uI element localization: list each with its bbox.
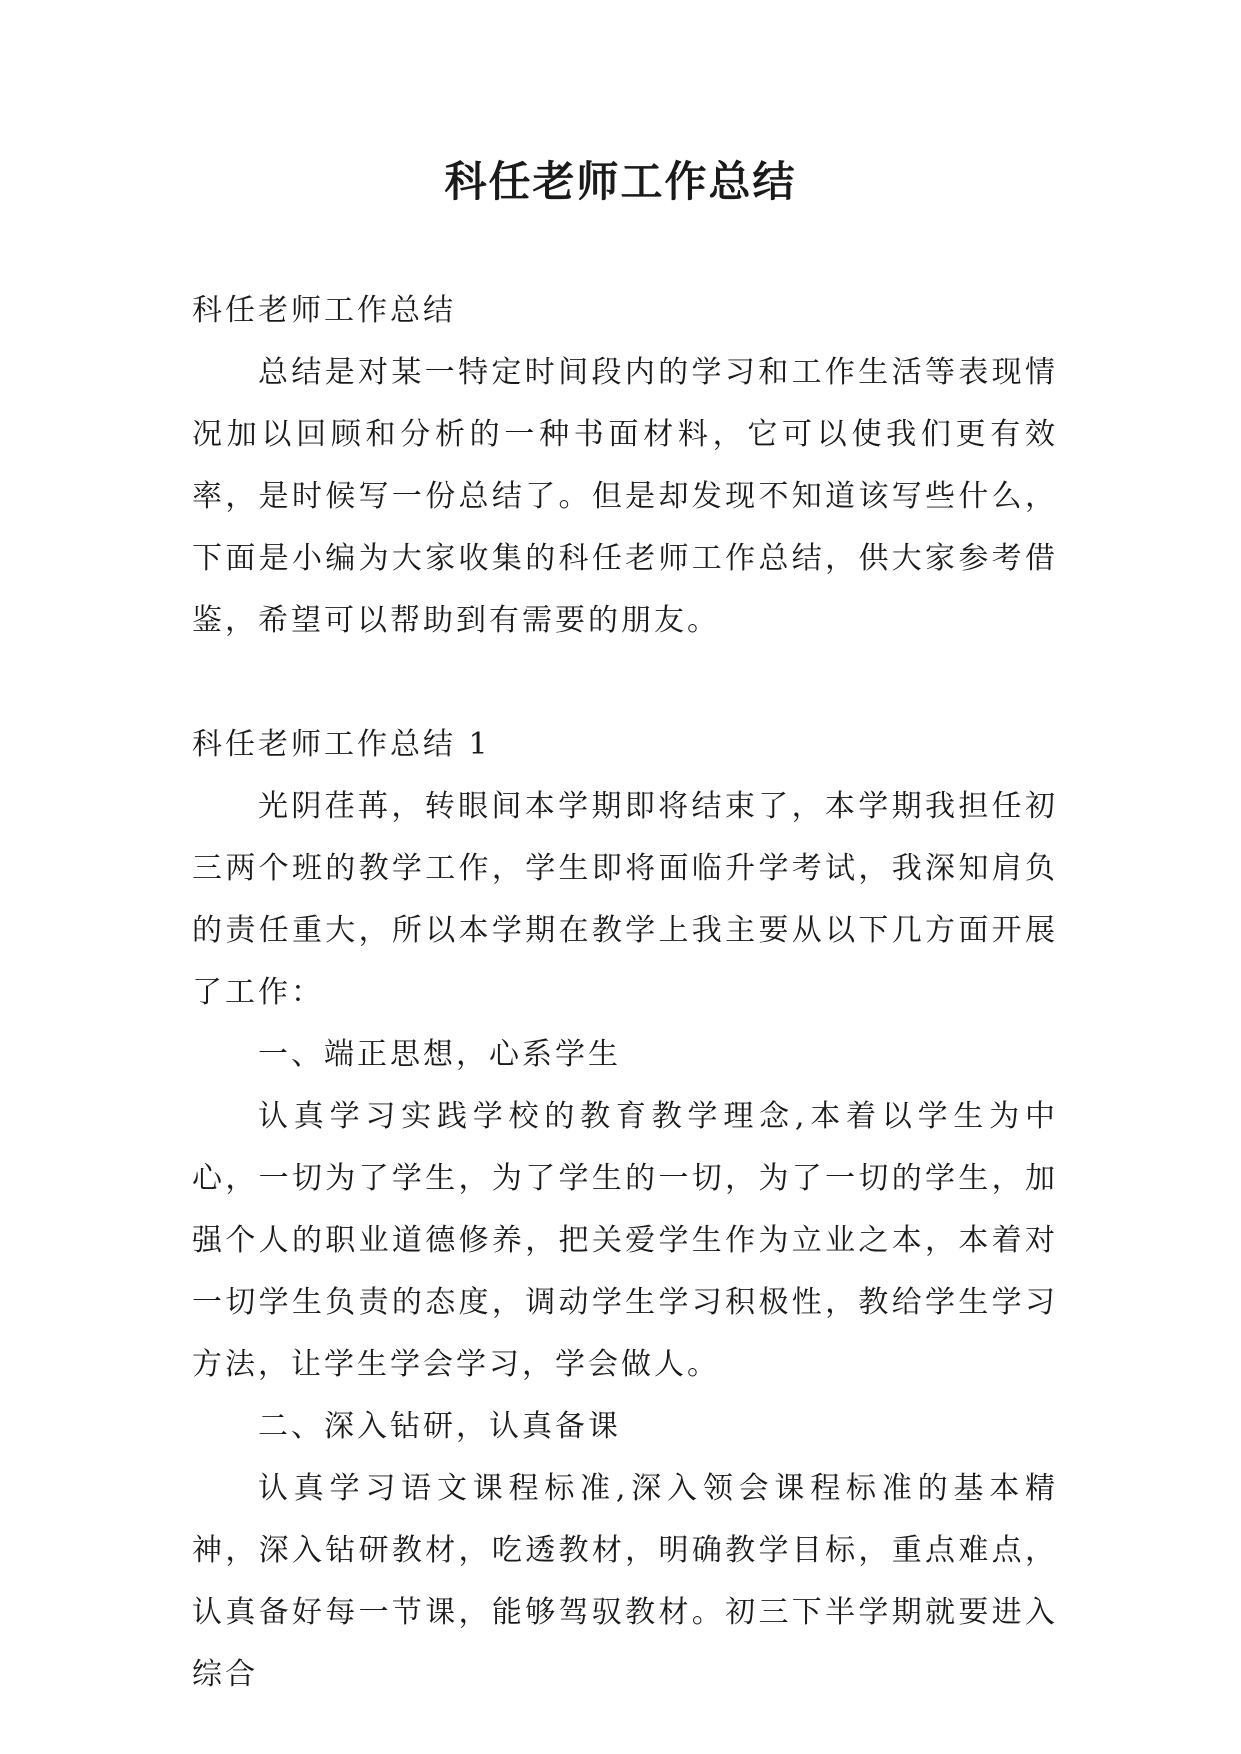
body-paragraph: 认真学习实践学校的教育教学理念,本着以学生为中心，一切为了学生，为了学生的一切，为了一切的学生，加强个人的职业道德修养，把关爱学生作为立业之本，本着对一切学生负责的态度，调动学生学习积极性，教给学生学习方法，让学生学会学习，学会做人。 [192, 1099, 1058, 1382]
document-body [192, 280, 1058, 1706]
intro-paragraph: 总结是对某一特定时间段内的学习和工作生活等表现情况加以回顾和分析的一种书面材料，它可以使我们更有效率，是时候写一份总结了。但是却发现不知道该写些什么，下面是小编为大家收集的科任老师工作总结，供大家参考借鉴，希望可以帮助到有需要的朋友。 [192, 355, 1058, 638]
document-title: 科任老师工作总结 [444, 157, 797, 206]
body-paragraph: 认真学习语文课程标准,深入领会课程标准的基本精神，深入钻研教材，吃透教材，明确教学目标，重点难点，认真备好每一节课，能够驾驭教材。初三下半学期就要进入综合 [192, 1471, 1058, 1692]
body-paragraph: 光阴荏苒，转眼间本学期即将结束了，本学期我担任初三两个班的教学工作，学生即将面临升学考试，我深知肩负的责任重大，所以本学期在教学上我主要从以下几方面开展了工作： [192, 789, 1058, 1010]
section-heading: 科任老师工作总结 1 [192, 727, 491, 762]
subheading-paragraph: 二、深入钻研，认真备课 [258, 1409, 621, 1444]
subtitle-paragraph: 科任老师工作总结 [192, 293, 456, 328]
subheading-paragraph: 一、端正思想，心系学生 [258, 1037, 621, 1072]
